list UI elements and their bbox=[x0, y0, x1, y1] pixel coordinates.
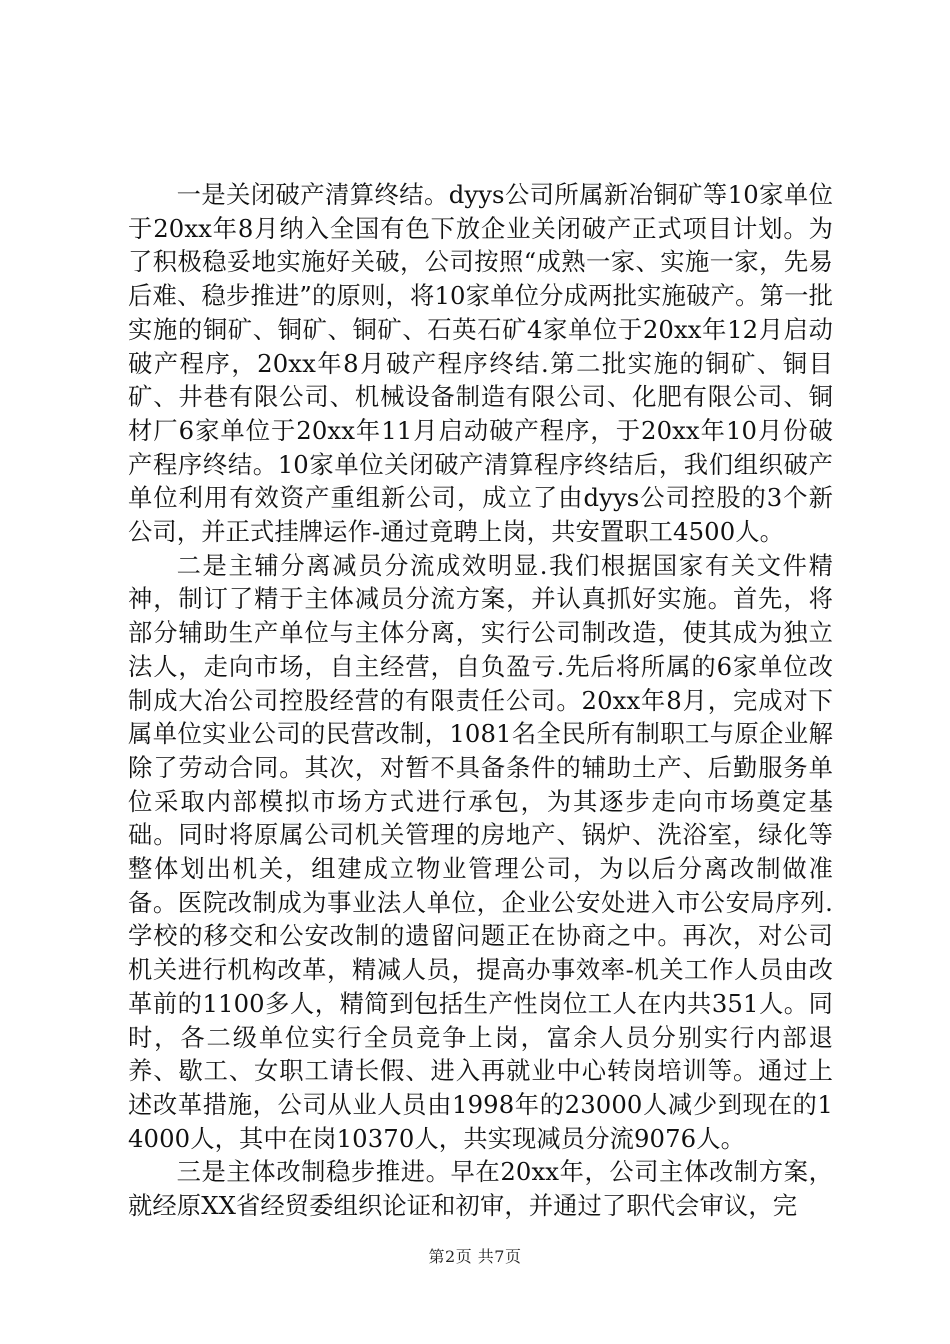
text-line: 12月启动破产程序，20xx年8月破产程序终结.第二批实施的 bbox=[128, 314, 833, 378]
text-line: 铜矿、铜目矿、井巷有限公司、机械设备制造有限公司、化肥 bbox=[128, 348, 833, 412]
text-line: 分离改制做准备。医院改制成为事业法人单位，企业公安处进 bbox=[128, 854, 833, 917]
document-body bbox=[128, 178, 833, 1223]
text-line: 实现减员分流9076人。 bbox=[487, 1123, 746, 1153]
text-line: 二是主辅分离减员分流成效明显.我们根据国家有关文件精 bbox=[176, 550, 833, 580]
paragraph bbox=[128, 178, 833, 549]
paragraph bbox=[128, 549, 833, 1156]
text-line: 三是主体改制稳步推进。早在20xx年，公司主体改制方案， bbox=[176, 1157, 833, 1187]
text-line: 神，制订了精于主体减员分流方案，并认真抓好实施。首先， bbox=[128, 584, 809, 614]
text-line: 一是关闭破产清算终结。dyys公司所属新冶铜矿等10家单 bbox=[176, 180, 809, 209]
text-line: 为了积极稳妥地实施好关破，公司按照“成熟一家、实施一家， bbox=[128, 213, 833, 277]
text-line: 富余人员分别实行内部退养、歇工、女职工请长假、进入再就 bbox=[128, 1022, 833, 1086]
text-line: 年的23000人减少到现在的14000人，其中在岗10370人，共 bbox=[128, 1089, 833, 1153]
text-line: 后勤服务单位采取内部模拟市场方式进行承包，为其逐步走向 bbox=[128, 752, 833, 816]
text-line: 先易后难、稳步推进”的原则，将10家单位分成两批实施破产。 bbox=[128, 247, 834, 311]
text-line: 就经原XX省经贸委组织论证和初审，并通过了职代会审议，完 bbox=[128, 1191, 798, 1221]
text-line: 20xx年10月份破产程序终结。10家单位关闭破产清算程序终 bbox=[128, 415, 833, 479]
text-line: 入市公安局序列.学校的移交和公安改制的遗留问题正在协商之 bbox=[128, 887, 833, 951]
text-line: 完成对下属单位实业公司的民营改制，1081名全民所有制职工 bbox=[128, 685, 833, 749]
text-line: 共安置职工4500人。 bbox=[551, 517, 785, 547]
text-line: 位于20xx年8月纳入全国有色下放企业关闭破产正式项目计划。 bbox=[128, 180, 833, 243]
page-footer: 第2页 共7页 bbox=[428, 1247, 522, 1266]
text-line: 浴室，绿化等整体划出机关，组建成立物业管理公司，为以后 bbox=[128, 820, 833, 884]
text-line: 市场奠定基础。同时将原属公司机关管理的房地产、锅炉、洗 bbox=[128, 786, 833, 850]
text-line: 与原企业解除了劳动合同。其次，对暂不具备条件的辅助土产、 bbox=[128, 719, 834, 782]
text-line: 结后，我们组织破产单位利用有效资产重组新公司，成立了由 bbox=[128, 449, 833, 513]
text-line: 率-机关工作人员由改革前的1100多人，精简到包括生产性岗 bbox=[128, 955, 833, 1018]
text-line: 第一批实施的铜矿、铜矿、铜矿、石英石矿4家单位于20xx年 bbox=[128, 281, 833, 344]
paragraph bbox=[128, 1155, 833, 1222]
text-line: dyys公司控股的3个新公司，并正式挂牌运作-通过竟聘上岗， bbox=[128, 483, 833, 547]
text-line: 独立法人，走向市场，自主经营，自负盈亏.先后将所属的6家 bbox=[128, 618, 833, 681]
text-line: 中。再次，对公司机关进行机构改革，精减人员，提高办事效 bbox=[128, 921, 833, 985]
text-line: 单位改制成大冶公司控股经营的有限责任公司。20xx年8月， bbox=[128, 651, 833, 715]
text-line: 位工人在内共351人。同时，各二级单位实行全员竞争上岗， bbox=[128, 988, 834, 1052]
text-line: 将部分辅助生产单位与主体分离，实行公司制改造，使其成为 bbox=[128, 584, 833, 648]
text-line: 有限公司、铜材厂6家单位于20xx年11月启动破产程序，于 bbox=[128, 382, 833, 445]
text-line: 业中心转岗培训等。通过上述改革措施，公司从业人员由1998 bbox=[128, 1056, 833, 1119]
